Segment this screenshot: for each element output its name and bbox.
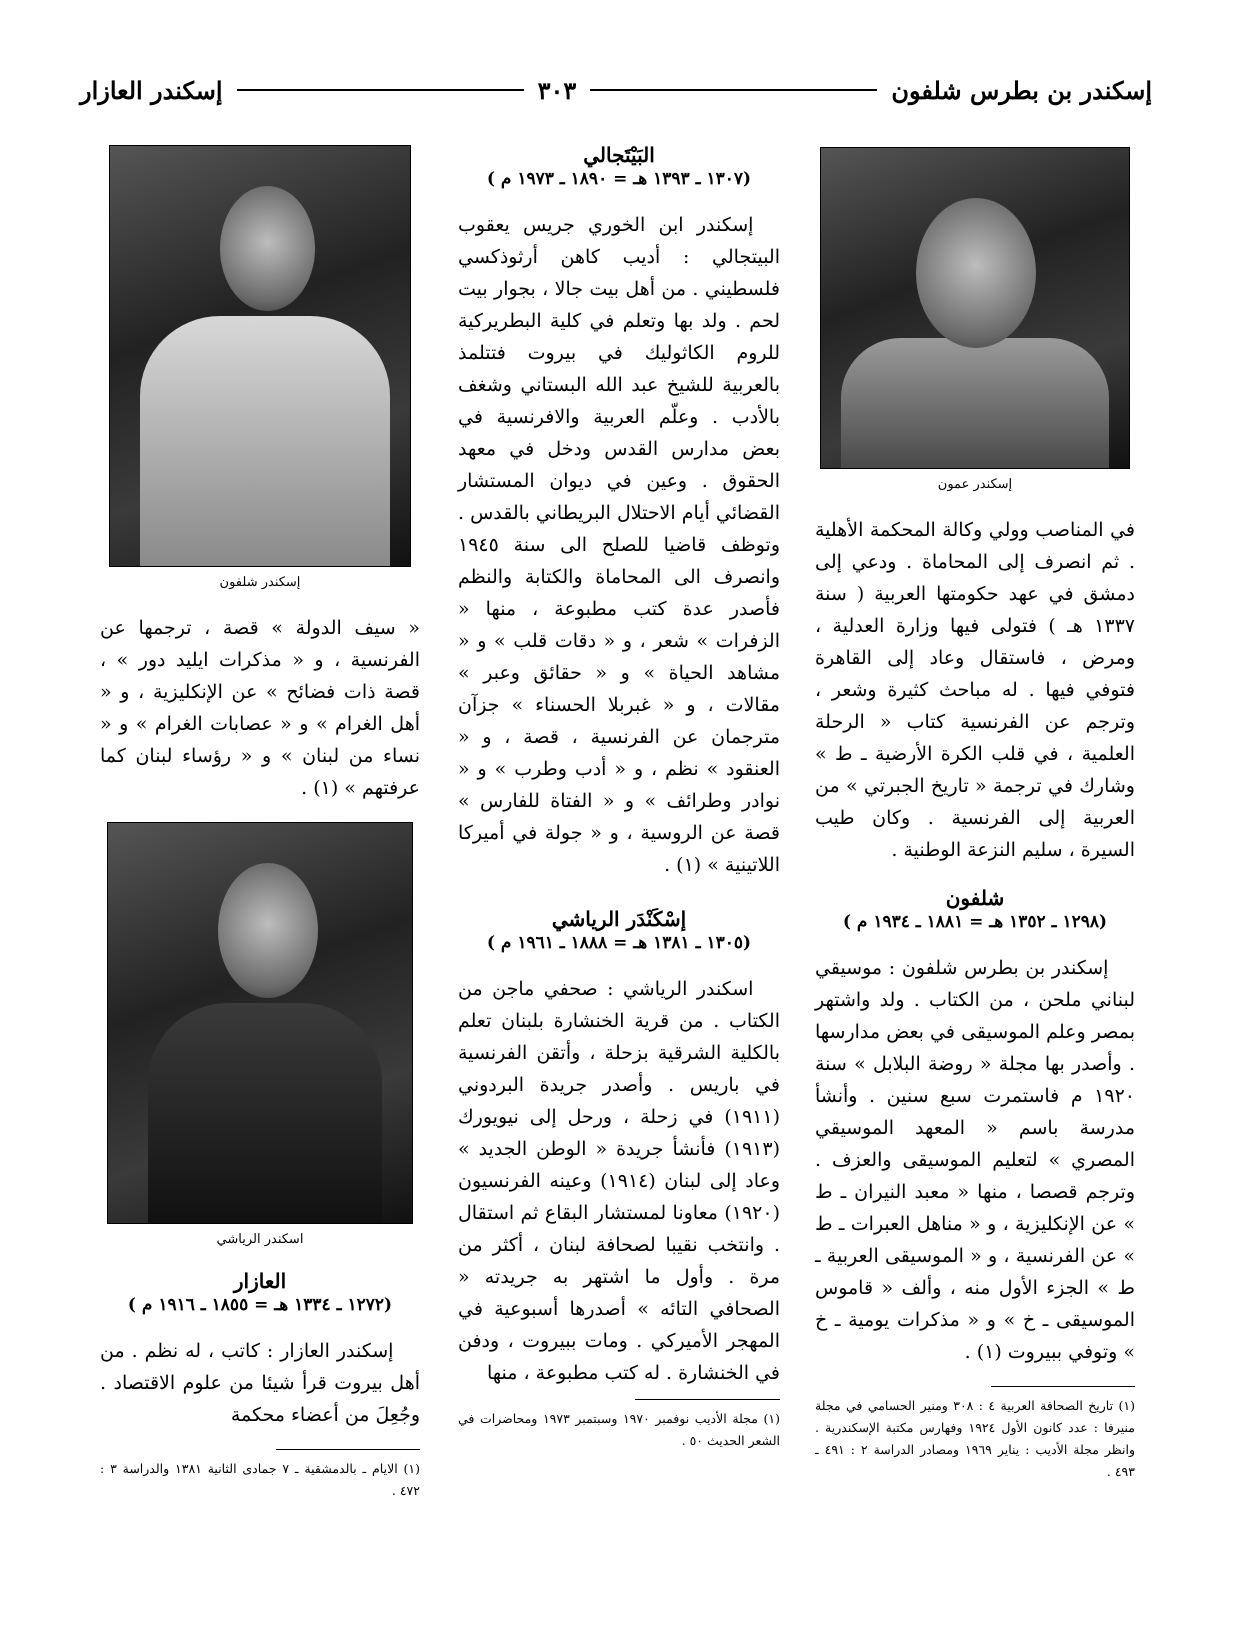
photo-caption: اسكندر الرياشي [216, 1232, 304, 1247]
header-left-title: إسكندر العازار [79, 75, 223, 105]
article-paragraph: اسكندر الرياشي : صحفي ماجن من الكتاب . من قرية الخنشارة بلبنان تعلم بالكلية الشرقية بزحلة ، وأتقن الفرنسية في باريس . وأصدر جريدة البردوني (١٩١١) في زحلة ، ورحل إلى نيويورك (١٩١٣) فأنشأ جريدة « الوطن الجديد » وعاد إلى لبنان (١٩١٤) وعينه الفرنسيون (١٩٢٠) معاونا لمستشار البقاع ثم استقال . وانتخب نقيبا لصحافة لبنان ، أكثر من مرة . وأول ما اشتهر به جريدته « الصحافي التائه » أصدرها أسبوعية في المهجر الأميركي . ومات ببيروت ، ودفن في الخنشارة . له كتب مطبوعة ، منها [458, 978, 780, 1384]
article-paragraph: « سيف الدولة » قصة ، ترجمها عن الفرنسية ، و « مذكرات ايليد دور » ، قصة ذات فضائح » عن الإنكليزية ، و « أهل الغرام » و « عصابات الغرام » و « نساء من لبنان » و « رؤساء لبنان كما عرفتهم » (١) . [100, 617, 420, 799]
footnote-rule [991, 1386, 1135, 1387]
article-title: البَيْتَجالي [583, 143, 655, 167]
footnote-rule [276, 1449, 420, 1450]
portrait-photo-shalfoun [109, 145, 411, 567]
article-title: شلفون [945, 886, 1005, 910]
header-rule [590, 89, 877, 91]
article-title: إسْكَنْدَر الرياشي [551, 907, 687, 931]
portrait-photo-riyashi [107, 822, 413, 1224]
footnote: (١) تاريخ الصحافة العربية ٤ : ٣٠٨ ومنير الحسامي في مجلة منيرفا : عدد كانون الأول ١٩٢٤ وفهارس مكتبة الإسكندرية . وانظر مجلة الأديب : يناير ١٩٦٩ ومصادر الدراسة ٢ : ٤٩١ ـ ٤٩٣ . [815, 1398, 1136, 1479]
column-left [100, 135, 420, 1502]
footnote: (١) مجلة الأديب نوفمبر ١٩٧٠ وسبتمبر ١٩٧٣ ومحاضرات في الشعر الحديث ٥٠ . [458, 1411, 781, 1448]
column-right [815, 135, 1135, 1483]
footnote: (١) الايام ـ بالدمشقية ـ ٧ جمادى الثانية ١٣٨١ والدراسة ٣ : ٤٧٢ . [100, 1461, 421, 1498]
article-paragraph: إسكندر بن بطرس شلفون : موسيقي لبناني ملحن ، من الكتاب . ولد واشتهر بمصر وعلم الموسيقى في بعض مدارسها . وأصدر بها مجلة « روضة البلابل » سنة ١٩٢٠ م فاستمرت سبع سنين . وأنشأ مدرسة باسم « المعهد الموسيقي المصري » لتعليم الموسيقى والعزف . وترجم قصصا ، منها « معبد النيران ـ ط » عن الإنكليزية ، و « مناهل العبرات ـ ط » عن الفرنسية ، و « الموسيقى العربية ـ ط » الجزء الأول منه ، وألف « قاموس الموسيقى ـ خ » و « مذكرات يومية ـ خ » وتوفي ببيروت (١) . [815, 957, 1135, 1363]
photo-caption: إسكندر شلفون [219, 575, 301, 590]
article-dates: (١٢٩٨ ـ ١٣٥٢ هـ = ١٨٨١ ـ ١٩٣٤ م ) [842, 912, 1108, 932]
article-paragraph: في المناصب وولي وكالة المحكمة الأهلية . ثم انصرف إلى المحاماة . ودعي إلى دمشق في عهد حكومتها العربية ( سنة ١٣٣٧ هـ ) فتولى فيها وزارة العدلية ، ومرض ، فاستقال وعاد إلى القاهرة فتوفي فيها . له مباحث كثيرة وشعر ، وترجم عن الفرنسية كتاب « الرحلة العلمية ، في قلب الكرة الأرضية ـ ط » وشارك في ترجمة « تاريخ الجبرتي » من العربية إلى الفرنسية . وكان طيب السيرة ، سليم النزعة الوطنية . [815, 519, 1135, 861]
article-dates: (١٣٠٧ ـ ١٣٩٣ هـ = ١٨٩٠ ـ ١٩٧٣ م ) [486, 169, 752, 189]
footnote-rule [635, 1399, 780, 1400]
column-middle [458, 135, 780, 1452]
article-paragraph: إسكندر ابن الخوري جريس يعقوب البيتجالي : أديب كاهن أرثوذكسي فلسطيني . من أهل بيت جالا ، بجوار بيت لحم . ولد بها وتعلم في كلية البطريركية للروم الكاثوليك في بيروت فتتلمذ بالعربية للشيخ عبد الله البستاني وشغف بالأدب . وعلّم العربية والافرنسية في بعض مدارس القدس ودخل في معهد الحقوق . وعين في ديوان المستشار القضائي أيام الاحتلال البريطاني بالقدس . وتوظف قاضيا للصلح الى سنة ١٩٤٥ وانصرف الى المحاماة والكتابة والنظم فأصدر عدة كتب مطبوعة ، منها « الزفرات » شعر ، و « دقات قلب » و « مشاهد الحياة » و « حقائق وعبر » مقالات ، و « غبربلا الحسناء » جزآن مترجمان عن الفرنسية ، قصة ، و « العنقود » نظم ، و « أدب وطرب » و « نوادر وطرائف » و « الفتاة للفارس » قصة عن الروسية ، و « جولة في أميركا اللاتينية » (١) . [458, 214, 780, 876]
header-rule [237, 89, 524, 91]
photo-caption: إسكندر عمون [937, 477, 1013, 492]
article-paragraph: إسكندر العازار : كاتب ، له نظم . من أهل بيروت قرأ شيئا من علوم الاقتصاد . وجُعِلَ من أعضاء محكمة [100, 1340, 420, 1426]
article-dates: (١٢٧٢ ـ ١٣٣٤ هـ = ١٨٥٥ ـ ١٩١٦ م ) [127, 1295, 393, 1315]
page-header [80, 70, 1152, 110]
article-dates: (١٣٠٥ ـ ١٣٨١ هـ = ١٨٨٨ ـ ١٩٦١ م ) [486, 933, 752, 953]
portrait-photo-amoun [820, 147, 1130, 469]
header-right-title: إسكندر بن بطرس شلفون [891, 75, 1152, 105]
page-number: ٣٠٣ [537, 75, 577, 105]
article-title: العازار [233, 1269, 287, 1293]
